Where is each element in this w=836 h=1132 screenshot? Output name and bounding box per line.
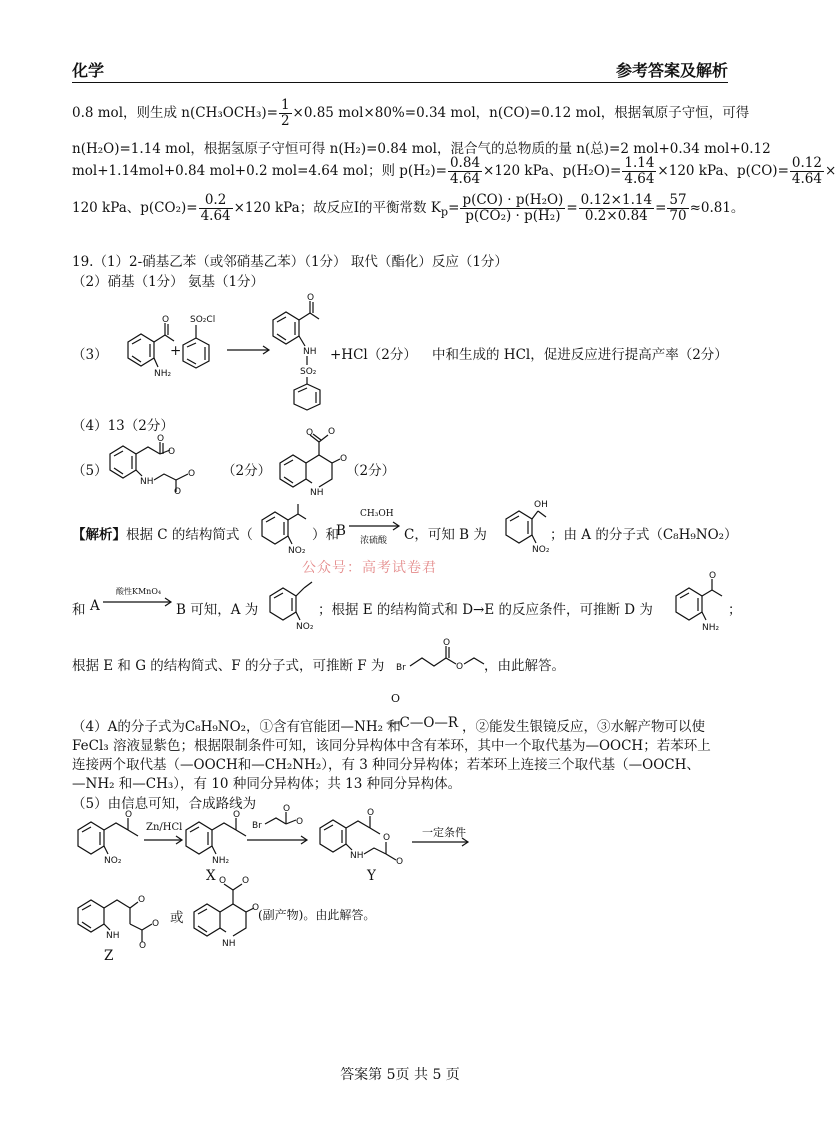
route-reagent-3: 一定条件: [422, 826, 466, 839]
calc-line-2: n(H₂O)=1.14 mol，根据氢原子守恒可得 n(H₂)=0.84 mol，混合气的总物质的量 n(总)=2 mol+0.34 mol+0.12: [72, 141, 771, 157]
benzene-ring: [280, 455, 306, 487]
atom-label: NO₂: [104, 856, 122, 866]
diester-amine-structure: [102, 432, 222, 497]
atom-label: NO₂: [532, 545, 550, 555]
analysis-part-4-line-1: [72, 715, 401, 735]
nitroethylbenzene-structure: [262, 578, 322, 633]
analysis-text-and: ）和: [312, 527, 339, 543]
atom-label: NH: [350, 851, 364, 861]
text-run: ×120 kPa、p(H₂O)=: [483, 162, 622, 179]
reaction-arrow: [245, 834, 311, 846]
text-run: ≈0.81。: [689, 199, 745, 216]
text-run: ×120 kPa、p(CO)=: [657, 162, 789, 179]
q19-part-3-label: （3）: [72, 347, 108, 363]
analysis-line-1: [72, 523, 253, 543]
atom-label: O: [367, 808, 375, 818]
arrow-reagent-bottom: 浓硫酸: [360, 536, 388, 546]
nitrobenzoic-acid-structure: [498, 497, 553, 557]
header-rule: [72, 82, 728, 83]
analysis-text-b-is: C，可知 B 为: [404, 527, 487, 543]
q19-part-5-score-2: （2分）: [346, 463, 396, 479]
atom-label: NH₂: [702, 623, 720, 633]
atom-label: Br: [252, 821, 262, 831]
atom-label: O: [125, 810, 133, 820]
byproduct-note: (副产物)。由此解答。: [258, 908, 376, 922]
atom-label: O: [396, 857, 404, 867]
q19-part-2: （2）硝基（1分） 氨基（1分）: [72, 274, 265, 290]
fraction: $\frac{\text{p(CO) · p(H₂O)}}{\text{p(CO₂) · p(H₂)}}$: [462, 192, 564, 224]
analysis-tag: 【解析】: [72, 527, 126, 543]
analysis-text-a-is: B 可知，A 为: [176, 602, 259, 618]
fraction: $\frac{0.84}{4.64}$: [449, 155, 481, 187]
analysis-text-silver-mirror: ，②能发生银镜反应，③水解产物可以使: [462, 719, 705, 735]
label-x: X: [206, 868, 216, 884]
atom-label: O: [157, 434, 165, 444]
atom-label: NH: [310, 488, 324, 498]
fraction: $\frac{57}{70}$: [669, 192, 687, 224]
atom-label: O: [328, 427, 336, 437]
fraction: $\frac{0.2}{4.64}$: [200, 192, 231, 224]
q19-part-4: （4）13（2分）: [72, 418, 174, 434]
analysis-text-and-2: 和: [72, 602, 86, 618]
atom-label: NH: [140, 477, 154, 487]
atom-label: O: [162, 315, 170, 325]
atom-label: O: [168, 447, 176, 457]
carbonyl-oxygen: O: [391, 692, 401, 705]
nitro-ester-structure: [254, 502, 314, 557]
atom-label: O: [139, 941, 147, 951]
ethyl-bromopropanoate-structure: [396, 636, 486, 681]
atom-label: O: [219, 876, 227, 886]
atom-label: NH: [222, 939, 236, 949]
compound-b-label: B: [336, 523, 346, 539]
arrow-reagent-top: CH₃OH: [360, 509, 394, 519]
atom-label: NO₂: [288, 546, 306, 556]
text-run: ×0.85 mol×80%=0.34 mol，n(CO)=0.12 mol，根据氧原子守恒，可得: [292, 104, 750, 121]
text-run: （4）A的分子式为C₈H₉NO₂，①含有官能团—NH₂ 和: [72, 719, 401, 735]
label-y: Y: [367, 868, 376, 884]
atom-label: O: [233, 810, 241, 820]
atom-label: SO₂: [300, 367, 317, 377]
calc-line-4: [72, 193, 744, 224]
q19-part-5-label: （5）: [72, 463, 108, 479]
reaction-arrow: [410, 836, 472, 848]
fraction: $\frac{0.12}{4.64}$: [791, 155, 822, 187]
atom-label: SO₂Cl: [190, 315, 216, 325]
reaction-arrow: [347, 520, 403, 532]
atom-label: OH: [534, 500, 548, 510]
fraction: $\frac{1.14}{4.64}$: [624, 155, 655, 187]
q19-part-1: 19.（1）2-硝基乙苯（或邻硝基乙苯）（1分） 取代（酯化）反应（1分）: [72, 254, 508, 270]
arrow-reagent-top: 酸性KMnO₄: [116, 587, 162, 596]
fraction: $\frac{1}{2}$: [280, 97, 290, 129]
page-footer: 答案第 5页 共 5 页: [340, 1067, 460, 1083]
sulfonamide-product-structure: [265, 292, 335, 412]
byproduct-structure: [186, 872, 260, 952]
atom-label: O: [138, 895, 146, 905]
or-text: 或: [170, 910, 184, 926]
text-run: mol+1.14mol+0.84 mol+0.2 mol=4.64 mol；则 p(H₂)=: [72, 162, 447, 179]
route-start-structure: [70, 808, 142, 868]
document-title: 参考答案及解析: [615, 61, 728, 80]
atom-label: O: [456, 662, 464, 672]
atom-label: NO₂: [296, 622, 314, 632]
analysis-part-4-line-2: FeCl₃ 溶液显紫色；根据限制条件可知，该同分异构体中含有苯环，其中一个取代基为—OOCH；若苯环上: [72, 738, 711, 754]
atom-label: NH₂: [154, 369, 172, 379]
watermark-text: 公众号：高考试卷君: [302, 560, 437, 576]
text-run: 0.8 mol，则生成 n(CH₃OCH₃)=: [72, 104, 278, 121]
analysis-text-solve: ，由此解答。: [484, 658, 565, 674]
atom-label: O: [188, 469, 196, 479]
analysis-text-d-is: ；根据 E 的结构简式和 D→E 的反应条件，可推断 D 为: [318, 602, 653, 618]
atom-label: O: [283, 804, 291, 814]
atom-label: O: [252, 903, 260, 913]
atom-label: O: [174, 487, 182, 497]
atom-label: NH: [106, 931, 120, 941]
analysis-part-5-intro: （5）由信息可知，合成路线为: [72, 796, 257, 812]
atom-label: O: [340, 454, 348, 464]
bromoacetate-reagent: [252, 806, 318, 836]
atom-label: NH₂: [212, 856, 230, 866]
atom-label: O: [242, 876, 250, 886]
q19-part-3-note: 中和生成的 HCl，促进反应进行提高产率（2分）: [432, 347, 728, 363]
calc-line-1: [72, 98, 749, 129]
analysis-part-4-line-3: 连接两个取代基（—OOCH和—CH₂NH₂），有 3 种同分异构体；若苯环上连接三个取代基（—OOCH、: [72, 757, 700, 773]
subject-label: 化学: [72, 61, 105, 80]
fraction: $\frac{0.12\times 1.14}{0.2\times 0.84}$: [580, 192, 653, 224]
atom-label: O: [307, 293, 315, 303]
compound-z-structure: [70, 886, 170, 951]
calc-line-3: [72, 156, 836, 187]
plus-sign: +: [170, 343, 182, 359]
atom-label: O: [383, 833, 391, 843]
text-run: =: [566, 199, 578, 216]
benzene-ring: [194, 904, 220, 936]
text-run: 120 kPa、p(CO₂)=: [72, 199, 198, 216]
atom-label: O: [709, 571, 717, 581]
atom-label: O: [152, 919, 160, 929]
ester-group: —C—O—R: [386, 715, 459, 731]
text-run: 根据 C 的结构简式（: [126, 527, 253, 543]
text-run: ×120 kPa；故反应Ⅰ的平衡常数 K: [233, 199, 441, 216]
analysis-part-4-line-4: —NH₂ 和—CH₃），有 10 种同分异构体；共 13 种同分异构体。: [72, 776, 462, 792]
analysis-line-3: 根据 E 和 G 的结构简式、F 的分子式，可推断 F 为: [72, 658, 385, 674]
methyl-anthranilate-structure: [668, 572, 730, 637]
atom-label: O: [296, 817, 304, 827]
benzene-ring: [78, 900, 104, 932]
atom-label: O: [443, 638, 451, 648]
methyl-anthranilate-structure: [108, 312, 178, 387]
subscript: p: [440, 205, 449, 219]
atom-label: NH: [303, 347, 317, 357]
q19-part-5-score-1: （2分）: [222, 463, 272, 479]
text-run: ×: [824, 162, 836, 179]
text-run: =: [448, 199, 460, 216]
hcl-score: +HCl（2分）: [330, 347, 417, 363]
analysis-text-semicolon: ；: [728, 602, 742, 618]
compound-a-label: A: [90, 598, 100, 614]
reaction-arrow: [101, 596, 175, 608]
text-run: =: [655, 199, 667, 216]
atom-label: Br: [396, 663, 406, 673]
atom-label: O: [306, 428, 314, 438]
compound-x-structure: [178, 808, 250, 868]
route-reagent-1: Zn/HCl: [146, 822, 183, 833]
analysis-text-formula-a: ；由 A 的分子式（C₈H₉NO₂）: [550, 527, 738, 543]
label-z: Z: [104, 948, 114, 964]
